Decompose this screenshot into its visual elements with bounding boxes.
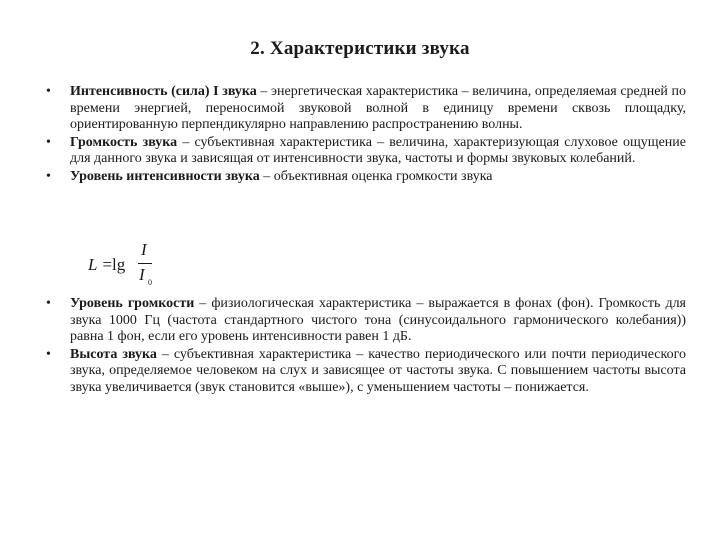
bullet-item-loudness	[46, 135, 686, 168]
formula-lhs: L =	[88, 255, 113, 274]
term-loudness: Громкость звука	[70, 134, 178, 150]
definition-intensity: – энергетическая характеристика – величина, определяемая средней по времени энергией, переносимой звуковой волной в единицу времени сквозь площадку, ориентированную перпендикулярно направлению распространению волны.	[70, 84, 687, 132]
bullet-item-loudness-level	[46, 296, 686, 346]
bullet-item-intensity	[46, 84, 686, 134]
term-loudness-level: Уровень громкости	[70, 296, 195, 311]
bullet-dot-icon: •	[46, 296, 51, 311]
bullet-item-intensity-level	[46, 169, 686, 186]
definition-intensity-level: – объективная оценка громкости звука	[259, 168, 493, 184]
term-intensity: Интенсивность (сила) I звука	[70, 84, 257, 99]
slide-title: 2. Характеристики звука	[250, 38, 470, 59]
bullet-item-pitch	[46, 347, 686, 397]
bullet-dot-icon: •	[46, 134, 51, 150]
formula-numerator: I	[141, 240, 147, 259]
bullet-list-upper	[46, 84, 686, 185]
bullet-dot-icon: •	[46, 346, 51, 362]
formula-function: lg	[112, 255, 126, 274]
term-pitch: Высота звука	[70, 346, 157, 362]
formula-denominator: I	[139, 265, 145, 284]
definition-loudness: – субъективная характеристика – величина, характеризующая слуховое ощущение для данного звука и зависящая от интенсивности звука, частоты и формы звуковых колебаний.	[70, 134, 686, 166]
definition-pitch: – субъективная характеристика – качество периодического или почти периодического звука, определяемое человеком на слух и зависящее от частоты звука. С повышением частоты высота звука увеличивается (звук становится «выше»), с уменьшением частоты – понижается.	[70, 346, 686, 395]
formula-subscript: 0	[148, 278, 152, 287]
bullet-dot-icon: •	[46, 168, 51, 184]
formula-fraction-bar	[138, 263, 152, 264]
bullet-dot-icon: •	[46, 84, 51, 99]
bullet-list-lower	[46, 296, 686, 396]
definition-loudness-level: – физиологическая характеристика – выражается в фонах (фон). Громкость для звука 1000 Гц (частота стандартного чистого тона (синусоидального гармонического колебания)) равна 1 фон, если его уровень интенсивности равен 1 дБ.	[70, 296, 686, 344]
term-intensity-level: Уровень интенсивности звука	[70, 168, 260, 184]
intensity-level-formula	[88, 240, 168, 290]
